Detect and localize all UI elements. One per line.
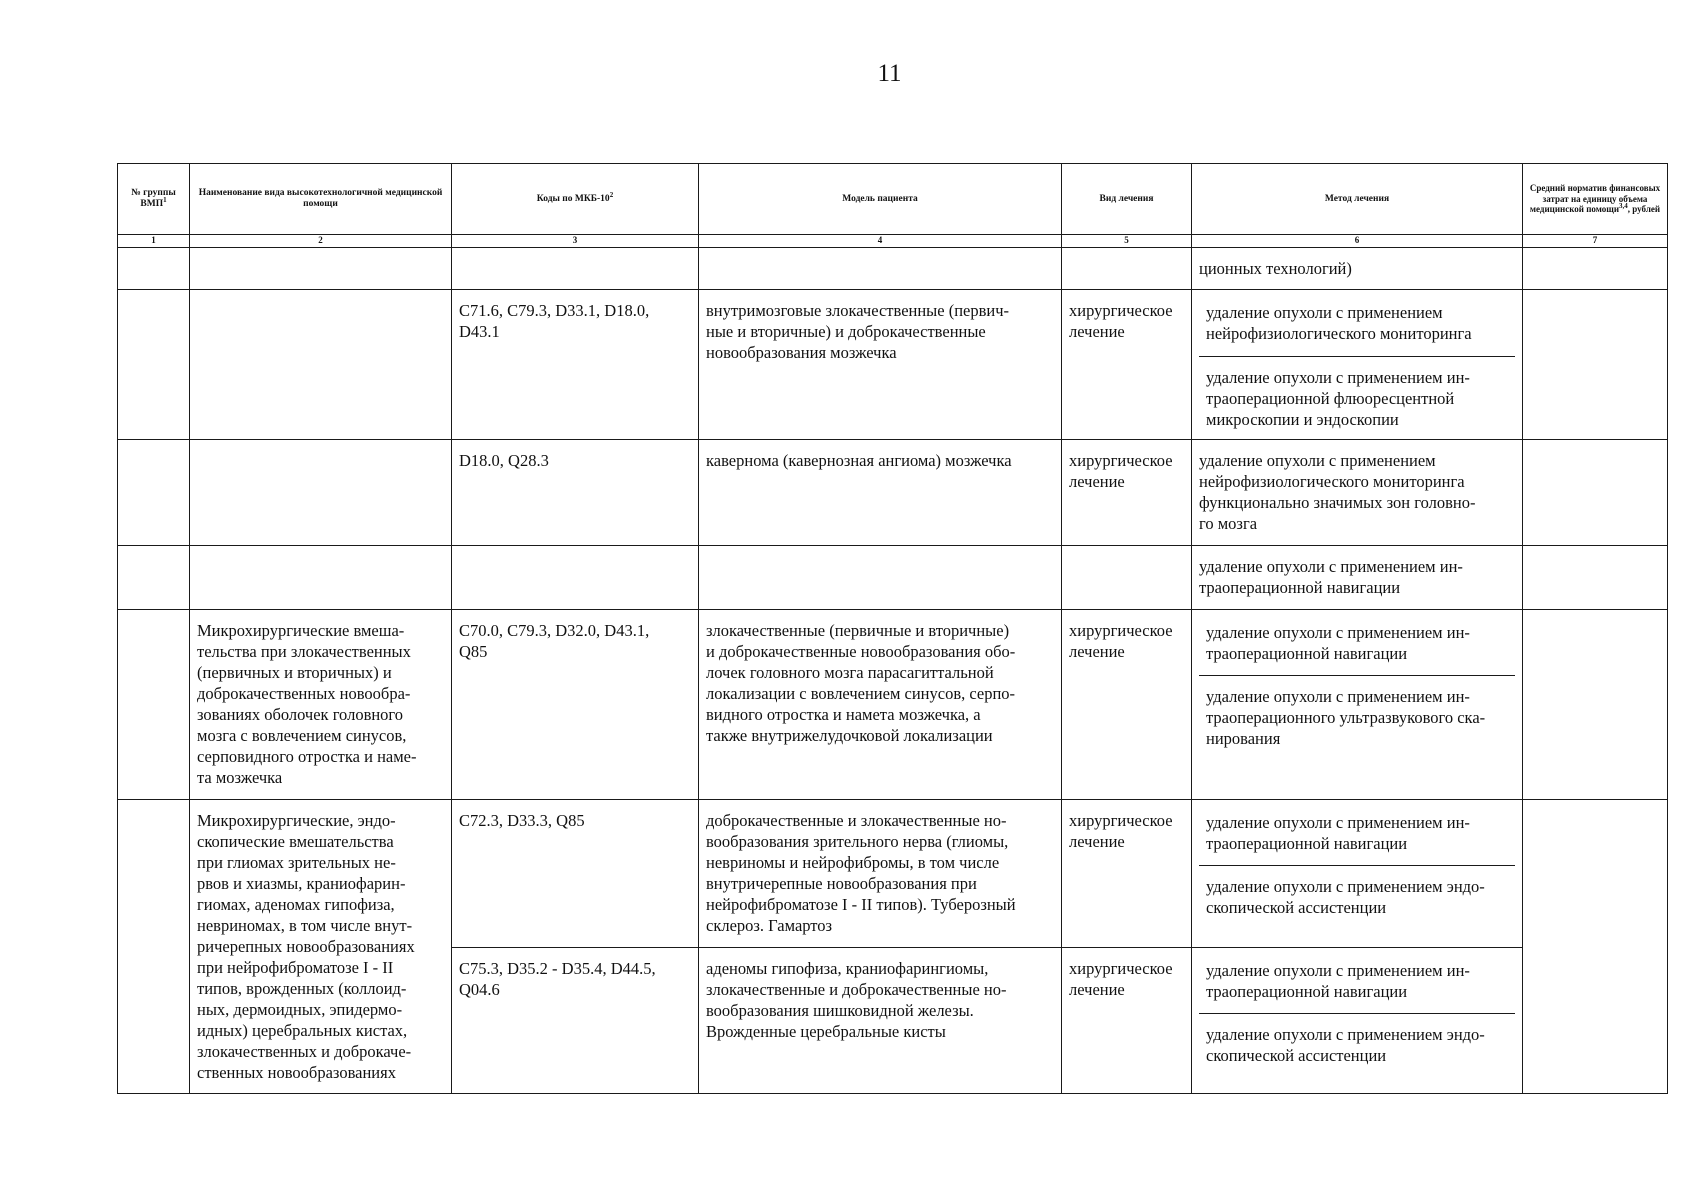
patient-model-cell: доброкачественные и злокачественные но- вообразования зрительного нерва (глиомы, невриномы и нейрофибромы, в том числе внутричерепные новообразования при нейрофиброматозе I - II типов). Туберозный склероз. Гамартоз xyxy=(699,800,1062,948)
method-cell xyxy=(1192,610,1523,800)
patient-model-cell: злокачественные (первичные и вторичные) и доброкачественные новообразования обо- лочек головного мозга парасагиттальной локализации с вовлечением синусов, серпо- видного отростка и намета мозжечка, а также внутрижелудочковой локализации xyxy=(699,610,1062,800)
header-patient-model: Модель пациента xyxy=(699,164,1062,235)
column-number: 3 xyxy=(452,235,699,248)
patient-model-cell: внутримозговые злокачественные (первич- ные и вторичные) и доброкачественные новообразования мозжечка xyxy=(699,290,1062,440)
table-header-row xyxy=(118,164,1668,235)
patient-model-cell: кавернома (кавернозная ангиома) мозжечка xyxy=(699,440,1062,546)
table-row xyxy=(118,546,1668,610)
table-row xyxy=(118,440,1668,546)
column-number: 5 xyxy=(1062,235,1192,248)
column-number: 7 xyxy=(1523,235,1668,248)
header-group-number: № группы ВМП$^1$ xyxy=(118,164,190,235)
method-option: удаление опухоли с применением ин- траоперационной навигации xyxy=(1199,802,1515,866)
table-row xyxy=(118,800,1668,948)
treatment-type-cell: хирургическое лечение xyxy=(1062,440,1192,546)
treatment-type-cell: хирургическое лечение xyxy=(1062,948,1192,1094)
header-care-type-name: Наименование вида высокотехнологичной медицинской помощи xyxy=(190,164,452,235)
icd-codes-cell: C72.3, D33.3, Q85 xyxy=(452,800,699,948)
method-cell: удаление опухоли с применением ин- траоперационной навигации xyxy=(1192,546,1523,610)
care-type-name-cell: Микрохирургические вмеша- тельства при злокачественных (первичных и вторичных) и доброкачественных новообра- зованиях оболочек головного мозга с вовлечением синусов, серповидного отростка и наме- та мозжечка xyxy=(190,610,452,800)
column-number-row xyxy=(118,235,1668,248)
method-option: удаление опухоли с применением ин- траоперационной флюоресцентной микроскопии и эндоскопии xyxy=(1206,368,1470,429)
treatment-type-cell: хирургическое лечение xyxy=(1062,290,1192,440)
column-number: 6 xyxy=(1192,235,1523,248)
header-cost-standard: Средний норматив финансовых затрат на единицу объема медицинской помощи$^{3,4}$, рублей xyxy=(1523,164,1668,235)
method-option: удаление опухоли с применением ин- траоперационного ультразвукового ска- нирования xyxy=(1206,687,1486,748)
method-cell: ционных технологий) xyxy=(1192,248,1523,290)
page-number: 11 xyxy=(877,60,902,87)
column-number: 1 xyxy=(118,235,190,248)
header-treatment-type: Вид лечения xyxy=(1062,164,1192,235)
method-option: удаление опухоли с применением нейрофизиологического мониторинга xyxy=(1199,292,1515,357)
method-cell xyxy=(1192,948,1523,1094)
column-number: 4 xyxy=(699,235,1062,248)
icd-codes-cell: D18.0, Q28.3 xyxy=(452,440,699,546)
column-number: 2 xyxy=(190,235,452,248)
method-option: удаление опухоли с применением эндо- скопической ассистенции xyxy=(1206,877,1485,917)
icd-codes-cell: C75.3, D35.2 - D35.4, D44.5, Q04.6 xyxy=(452,948,699,1094)
table-row xyxy=(118,610,1668,800)
table-row xyxy=(118,290,1668,440)
header-treatment-method: Метод лечения xyxy=(1192,164,1523,235)
table-row xyxy=(118,248,1668,290)
treatment-type-cell: хирургическое лечение xyxy=(1062,800,1192,948)
method-option: удаление опухоли с применением ин- траоперационной навигации xyxy=(1199,950,1515,1014)
method-cell: удаление опухоли с применением нейрофизиологического мониторинга функционально значимых зон головно- го мозга xyxy=(1192,440,1523,546)
method-option: удаление опухоли с применением эндо- скопической ассистенции xyxy=(1206,1025,1485,1065)
treatment-type-cell: хирургическое лечение xyxy=(1062,610,1192,800)
method-option: удаление опухоли с применением ин- траоперационной навигации xyxy=(1199,612,1515,676)
icd-codes-cell: C70.0, C79.3, D32.0, D43.1, Q85 xyxy=(452,610,699,800)
vmp-table xyxy=(117,163,1668,1094)
method-cell xyxy=(1192,800,1523,948)
patient-model-cell: аденомы гипофиза, краниофарингиомы, злокачественные и доброкачественные но- вообразования шишковидной железы. Врожденные церебральные кисты xyxy=(699,948,1062,1094)
method-cell xyxy=(1192,290,1523,440)
header-icd-codes: Коды по МКБ-$10^2$ xyxy=(452,164,699,235)
care-type-name-cell: Микрохирургические, эндо- скопические вмешательства при глиомах зрительных не- рвов и хиазмы, краниофарин- гиомах, аденомах гипофиза, невриномах, в том числе внут- ричерепных новообразованиях при нейрофиброматозе I - II типов, врожденных (коллоид- ных, дермоидных, эпидермо- идных) церебральных кистах, злокачественных и доброкаче- ственных новообразованиях xyxy=(190,800,452,1094)
icd-codes-cell: C71.6, C79.3, D33.1, D18.0, D43.1 xyxy=(452,290,699,440)
